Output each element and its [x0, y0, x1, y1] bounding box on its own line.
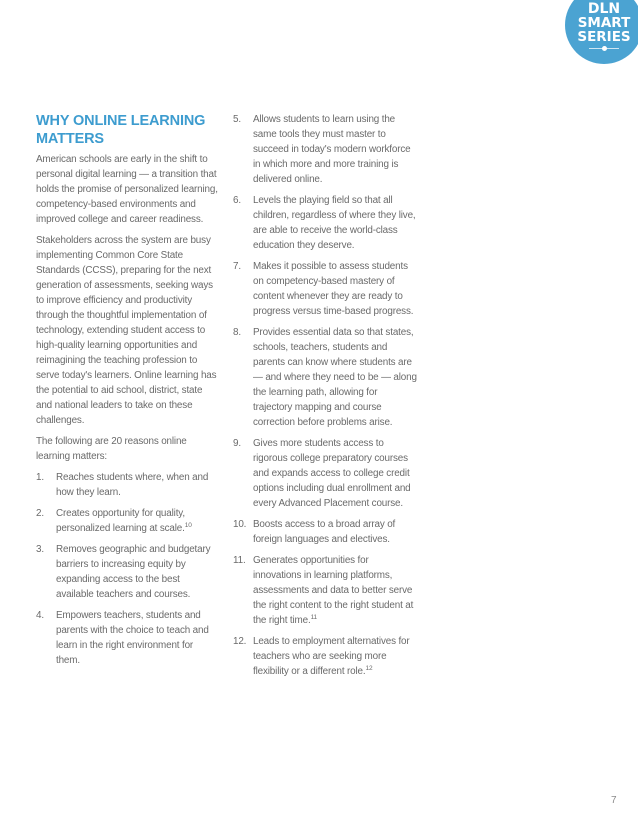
- reason-text: Creates opportunity for quality, personalized learning at scale.: [56, 508, 185, 534]
- reason-item: [233, 436, 418, 511]
- reason-text-wrap: [56, 506, 219, 536]
- reasons-list-right: [233, 112, 418, 679]
- reason-number: 7.: [233, 261, 241, 272]
- reason-text: Makes it possible to assess students on competency-based mastery of content whenever they are ready to progress versus time-based progress.: [253, 261, 414, 317]
- reason-text: Leads to employment alternatives for teachers who are seeking more flexibility or a different role.: [253, 636, 410, 677]
- reason-text: Provides essential data so that states, schools, teachers, students and parents can know where students are — and where they need to be — along the learning path, allowing for trajectory mapping and course correction before problems arise.: [253, 327, 417, 428]
- reason-text-wrap: [253, 553, 418, 628]
- reason-item: [233, 634, 418, 679]
- reason-item: [36, 506, 219, 536]
- reason-text-wrap: [253, 436, 418, 511]
- reason-item: [233, 517, 418, 547]
- right-column: [233, 112, 418, 685]
- heading-line-1: WHY ONLINE LEARNING: [36, 113, 206, 129]
- page-number: 7: [611, 795, 617, 806]
- reason-text-wrap: [56, 542, 219, 602]
- reason-item: [233, 112, 418, 187]
- reason-item: [233, 193, 418, 253]
- reason-text-wrap: [253, 634, 418, 679]
- reason-text-wrap: [253, 325, 418, 430]
- reason-number: 6.: [233, 195, 241, 206]
- list-intro-paragraph: The following are 20 reasons online learning matters:: [36, 436, 187, 462]
- reason-text-wrap: [56, 470, 219, 500]
- reason-text-wrap: [253, 259, 418, 319]
- logo-dot: [602, 46, 607, 51]
- reason-number: 1.: [36, 472, 44, 483]
- reason-text: Generates opportunities for innovations in learning platforms, assessments and data to better serve the right content to the right student at the right time.: [253, 555, 414, 626]
- reason-number: 10.: [233, 519, 247, 530]
- reason-text: Gives more students access to rigorous college preparatory courses and expands access to college credit options including dual enrollment and every Advanced Placement course.: [253, 438, 411, 509]
- reason-item: [36, 470, 219, 500]
- intro-paragraph: American schools are early in the shift to personal digital learning — a transition that holds the promise of personalized learning, competency-based environments and improved college and career readiness.: [36, 154, 218, 225]
- section-heading: [36, 112, 219, 148]
- reason-number: 11.: [233, 555, 246, 566]
- reason-number: 9.: [233, 438, 241, 449]
- reason-text-wrap: [56, 608, 219, 668]
- reason-number: 5.: [233, 114, 241, 125]
- reason-text: Levels the playing field so that all children, regardless of where they live, are able to receive the world-class education they deserve.: [253, 195, 416, 251]
- heading-line-2: MATTERS: [36, 131, 104, 147]
- logo-line-dln: DLN: [587, 1, 621, 17]
- reason-number: 12.: [233, 636, 247, 647]
- stakeholders-paragraph: Stakeholders across the system are busy implementing Common Core State Standards (CCSS), preparing for the next generation of assessments, seeking ways to improve efficiency and productivity through the thoughtful implementation of technology, extending student access to high-quality learning opportunities and reimagining the teaching profession to serve today's learners. Online learning has the potential to aid school, district, state and national leaders to take on these challenges.: [36, 235, 217, 426]
- reason-item: [36, 608, 219, 668]
- logo-line-series: SERIES: [577, 29, 631, 45]
- reasons-list-left: [36, 470, 219, 668]
- dln-smart-series-logo: [565, 0, 638, 64]
- reason-number: 3.: [36, 544, 44, 555]
- footnote-ref: 11: [310, 614, 318, 621]
- reason-item: [233, 553, 418, 628]
- reason-number: 2.: [36, 508, 44, 519]
- reason-number: 4.: [36, 610, 44, 621]
- footnote-ref: 12: [365, 665, 373, 672]
- reason-text: Allows students to learn using the same tools they must master to succeed in today's modern workforce in which more and more training is delivered online.: [253, 114, 411, 185]
- reason-item: [233, 325, 418, 430]
- reason-text: Empowers teachers, students and parents with the choice to teach and learn in the right environment for them.: [56, 610, 209, 666]
- footnote-ref: 10: [184, 522, 192, 529]
- reason-number: 8.: [233, 327, 241, 338]
- reason-item: [233, 259, 418, 319]
- logo-line-smart: SMART: [577, 15, 631, 31]
- reason-text-wrap: [253, 193, 418, 253]
- left-column: [36, 112, 219, 674]
- reason-text-wrap: [253, 112, 418, 187]
- reason-text: Removes geographic and budgetary barriers to increasing equity by expanding access to the best available teachers and courses.: [56, 544, 211, 600]
- reason-item: [36, 542, 219, 602]
- reason-text-wrap: [253, 517, 418, 547]
- reason-text: Boosts access to a broad array of foreign languages and electives.: [253, 519, 396, 545]
- reason-text: Reaches students where, when and how they learn.: [56, 472, 209, 498]
